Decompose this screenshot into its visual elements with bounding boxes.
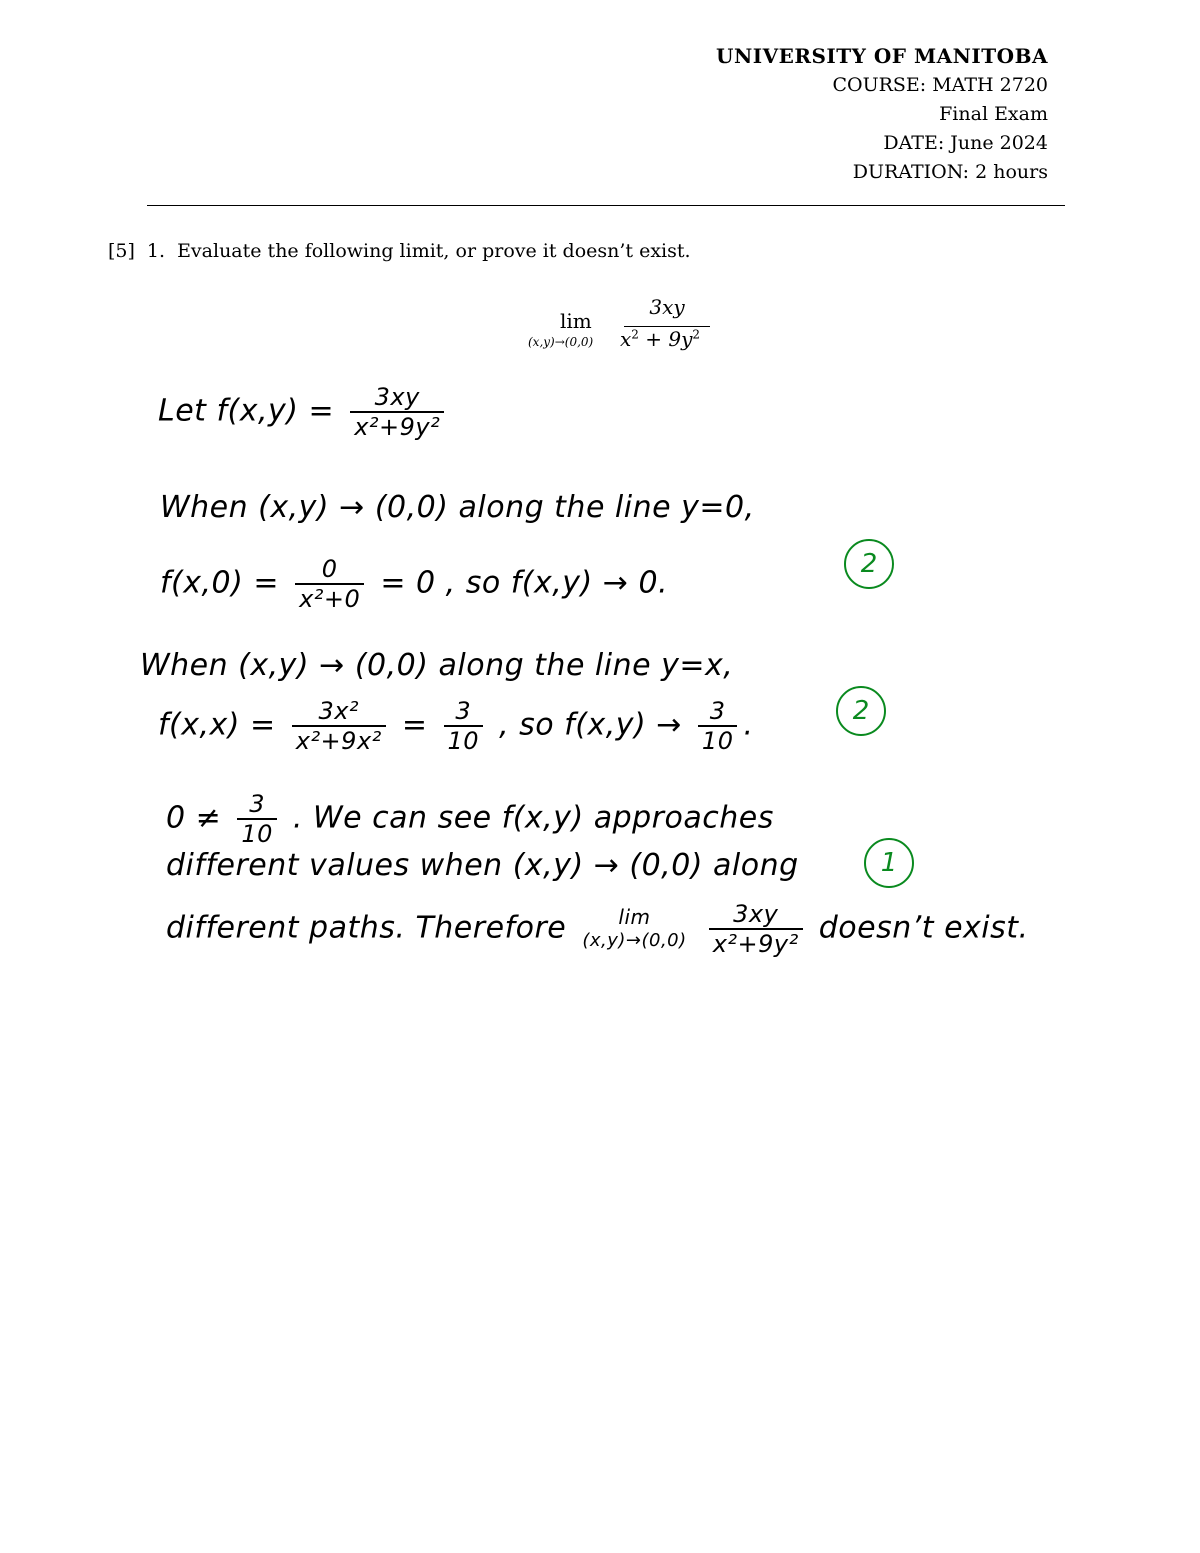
answer-line-5 xyxy=(158,697,754,755)
duration-label: DURATION: 2 hours xyxy=(852,161,1048,183)
limit-numerator: 3xy xyxy=(649,295,685,319)
answer-limit xyxy=(582,905,686,953)
question-line xyxy=(108,240,703,262)
answer-f-x0: f(x,0) = xyxy=(160,565,280,601)
frac-num: 3 xyxy=(444,697,484,727)
frac-den: x²+9x² xyxy=(295,727,382,755)
answer-fraction-5 xyxy=(698,697,738,755)
answer-fraction-3 xyxy=(292,697,386,755)
question-text: Evaluate the following limit, or prove it doesn’t exist. xyxy=(177,240,691,262)
answer-fraction-2 xyxy=(295,555,364,613)
answer-therefore: different paths. Therefore xyxy=(166,910,567,946)
grade-mark-1: 2 xyxy=(844,539,894,589)
answer-not-equal: 0 ≠ xyxy=(166,800,222,836)
exam-label: Final Exam xyxy=(939,103,1048,125)
answer-fraction-6 xyxy=(237,790,277,848)
frac-den: 10 xyxy=(701,727,734,755)
frac-den: 10 xyxy=(447,727,480,755)
answer-line6-text: . We can see f(x,y) approaches xyxy=(292,800,774,836)
frac-den: 10 xyxy=(241,820,273,848)
frac-num: 3xy xyxy=(350,383,444,413)
den-9y: + 9y xyxy=(638,327,693,351)
answer-fraction-7 xyxy=(709,900,803,958)
answer-line5-end: . xyxy=(743,707,754,743)
date-label: DATE: June 2024 xyxy=(883,132,1048,154)
course-label: COURSE: MATH 2720 xyxy=(832,74,1048,96)
header-divider xyxy=(147,205,1065,206)
answer-line-2: When (x,y) → (0,0) along the line y=0, xyxy=(160,490,755,525)
frac-den: x²+9y² xyxy=(354,413,441,441)
answer-fraction-4 xyxy=(444,697,484,755)
den-exp1: 2 xyxy=(631,327,639,342)
grade-mark-3: 1 xyxy=(864,838,914,888)
answer-conclusion: doesn’t exist. xyxy=(818,910,1029,946)
frac-num: 3 xyxy=(698,697,738,727)
answer-line5-mid: , so f(x,y) → xyxy=(499,707,682,743)
limit-word: lim xyxy=(560,309,592,333)
question-number: 1. xyxy=(146,240,166,262)
grade-mark-2: 2 xyxy=(836,686,886,736)
answer-line-1 xyxy=(158,383,450,441)
limit-word: lim xyxy=(618,905,651,929)
answer-line-3 xyxy=(160,555,668,613)
answer-line-6 xyxy=(166,790,774,848)
frac-num: 3 xyxy=(237,790,277,820)
answer-line-4: When (x,y) → (0,0) along the line y=x, xyxy=(140,648,734,683)
limit-denominator xyxy=(620,327,700,351)
typeset-limit xyxy=(528,295,728,355)
answer-let: Let f(x,y) = xyxy=(158,393,335,429)
answer-equals: = xyxy=(401,707,428,743)
den-exp2: 2 xyxy=(692,327,701,342)
answer-f-xx: f(x,x) = xyxy=(158,707,276,743)
frac-num: 0 xyxy=(295,555,364,585)
limit-subscript: (x,y)→(0,0) xyxy=(582,930,687,951)
answer-line-7: different values when (x,y) → (0,0) along xyxy=(166,848,799,883)
university-name: UNIVERSITY OF MANITOBA xyxy=(716,44,1048,68)
frac-num: 3xy xyxy=(709,900,803,930)
frac-den: x²+9y² xyxy=(712,930,799,958)
limit-subscript: (x,y)→(0,0) xyxy=(528,335,594,349)
den-x: x xyxy=(620,327,632,351)
question-marks: [5] xyxy=(108,240,135,262)
frac-den: x²+0 xyxy=(299,585,361,613)
answer-line3-result: = 0 , so f(x,y) → 0. xyxy=(380,565,669,601)
answer-fraction-1 xyxy=(350,383,444,441)
frac-num: 3x² xyxy=(292,697,386,727)
answer-line-8 xyxy=(166,900,1029,958)
